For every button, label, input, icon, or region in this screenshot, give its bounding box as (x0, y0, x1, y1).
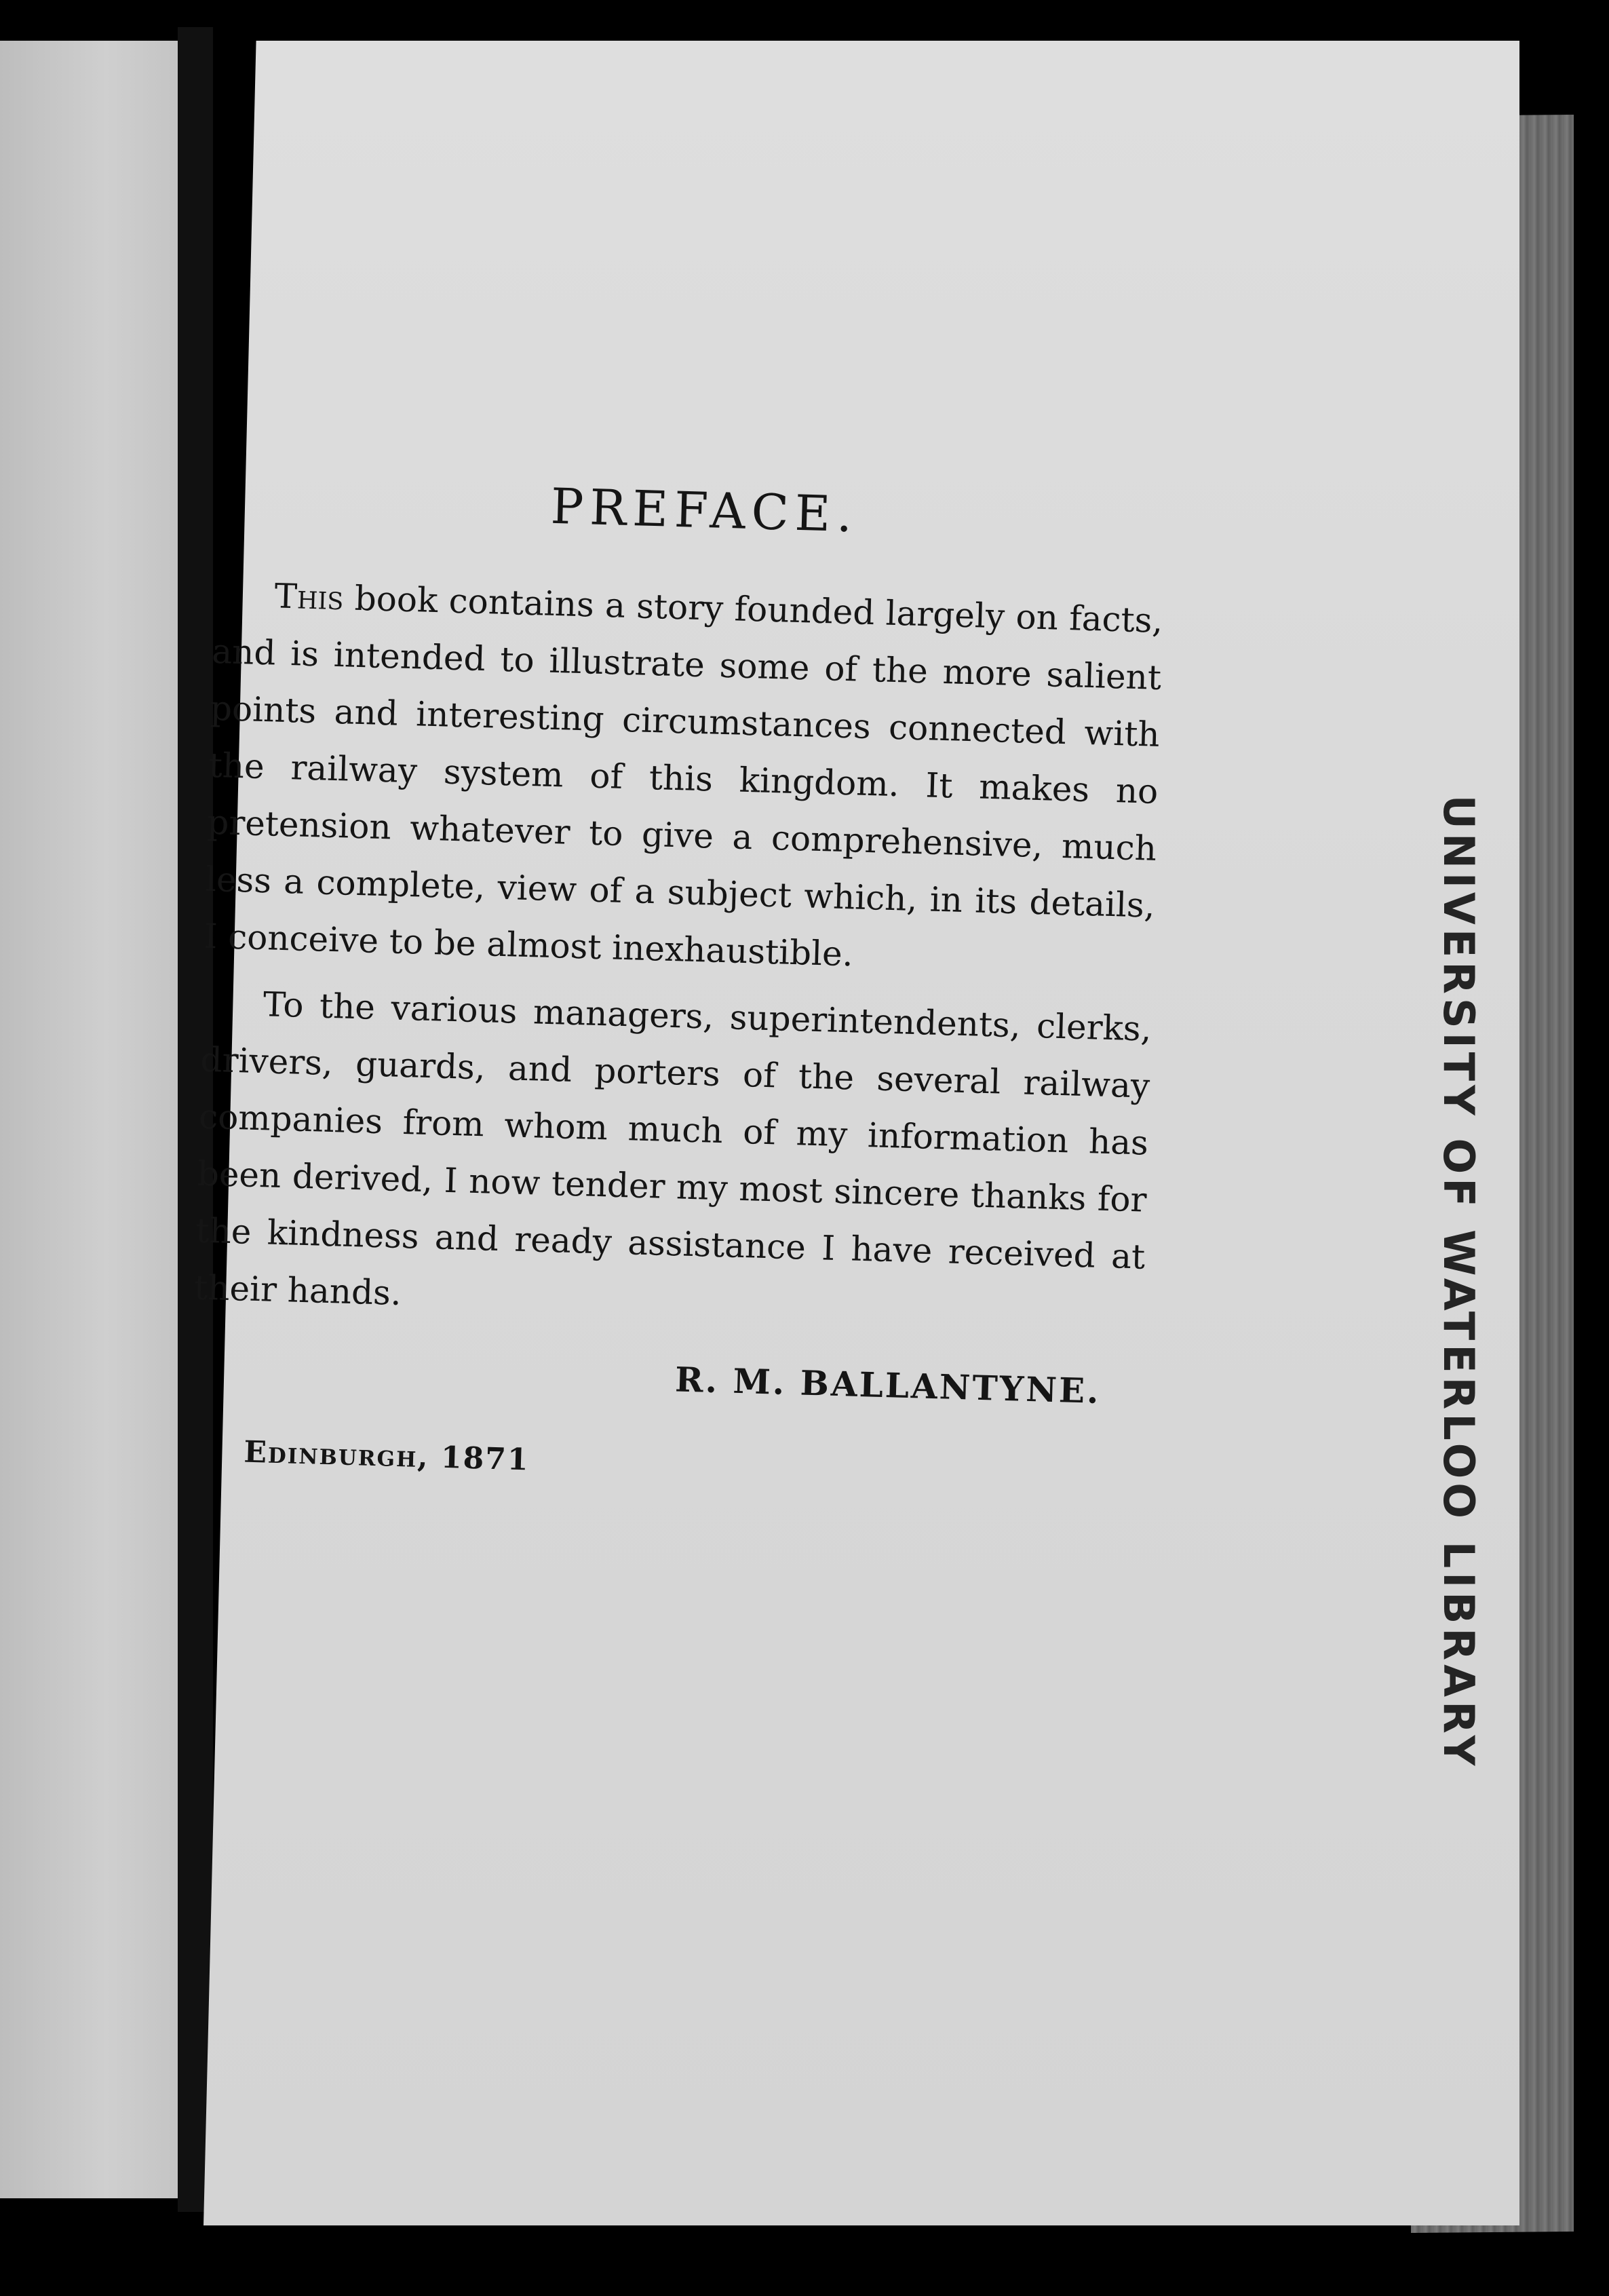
paragraph-text: To the various managers, superintendents, clerks, drivers, guards, and porters of the several railway companies from whom much of my information has been derived, I now tender my most sincere thanks for the kindness and ready assistance I have received at their hands. (193, 984, 1152, 1314)
paragraph-text: book contains a story founded largely on facts, and is intended to illustrate some of the more salient points and interesting circumstances connected with the railway system of this kingdom. It makes no pretension whatever to give a comprehensive, much less a complete, view of a subject which, in its details, I conceive to be almost inexhaustible. (203, 578, 1164, 974)
author-signature: R. M. BALLANTYNE. (674, 1359, 1102, 1411)
paragraph-2 (193, 974, 1152, 1343)
page-title: PREFACE. (549, 477, 859, 543)
left-page-edge (0, 41, 178, 2198)
paragraph-lead-word: This (273, 576, 345, 618)
preface-content (189, 468, 1167, 1495)
place-name: Edinburgh (243, 1434, 419, 1474)
year: , 1871 (416, 1439, 530, 1478)
paragraph-1 (203, 566, 1164, 991)
library-stamp: UNIVERSITY OF WATERLOO LIBRARY (1434, 795, 1484, 1770)
